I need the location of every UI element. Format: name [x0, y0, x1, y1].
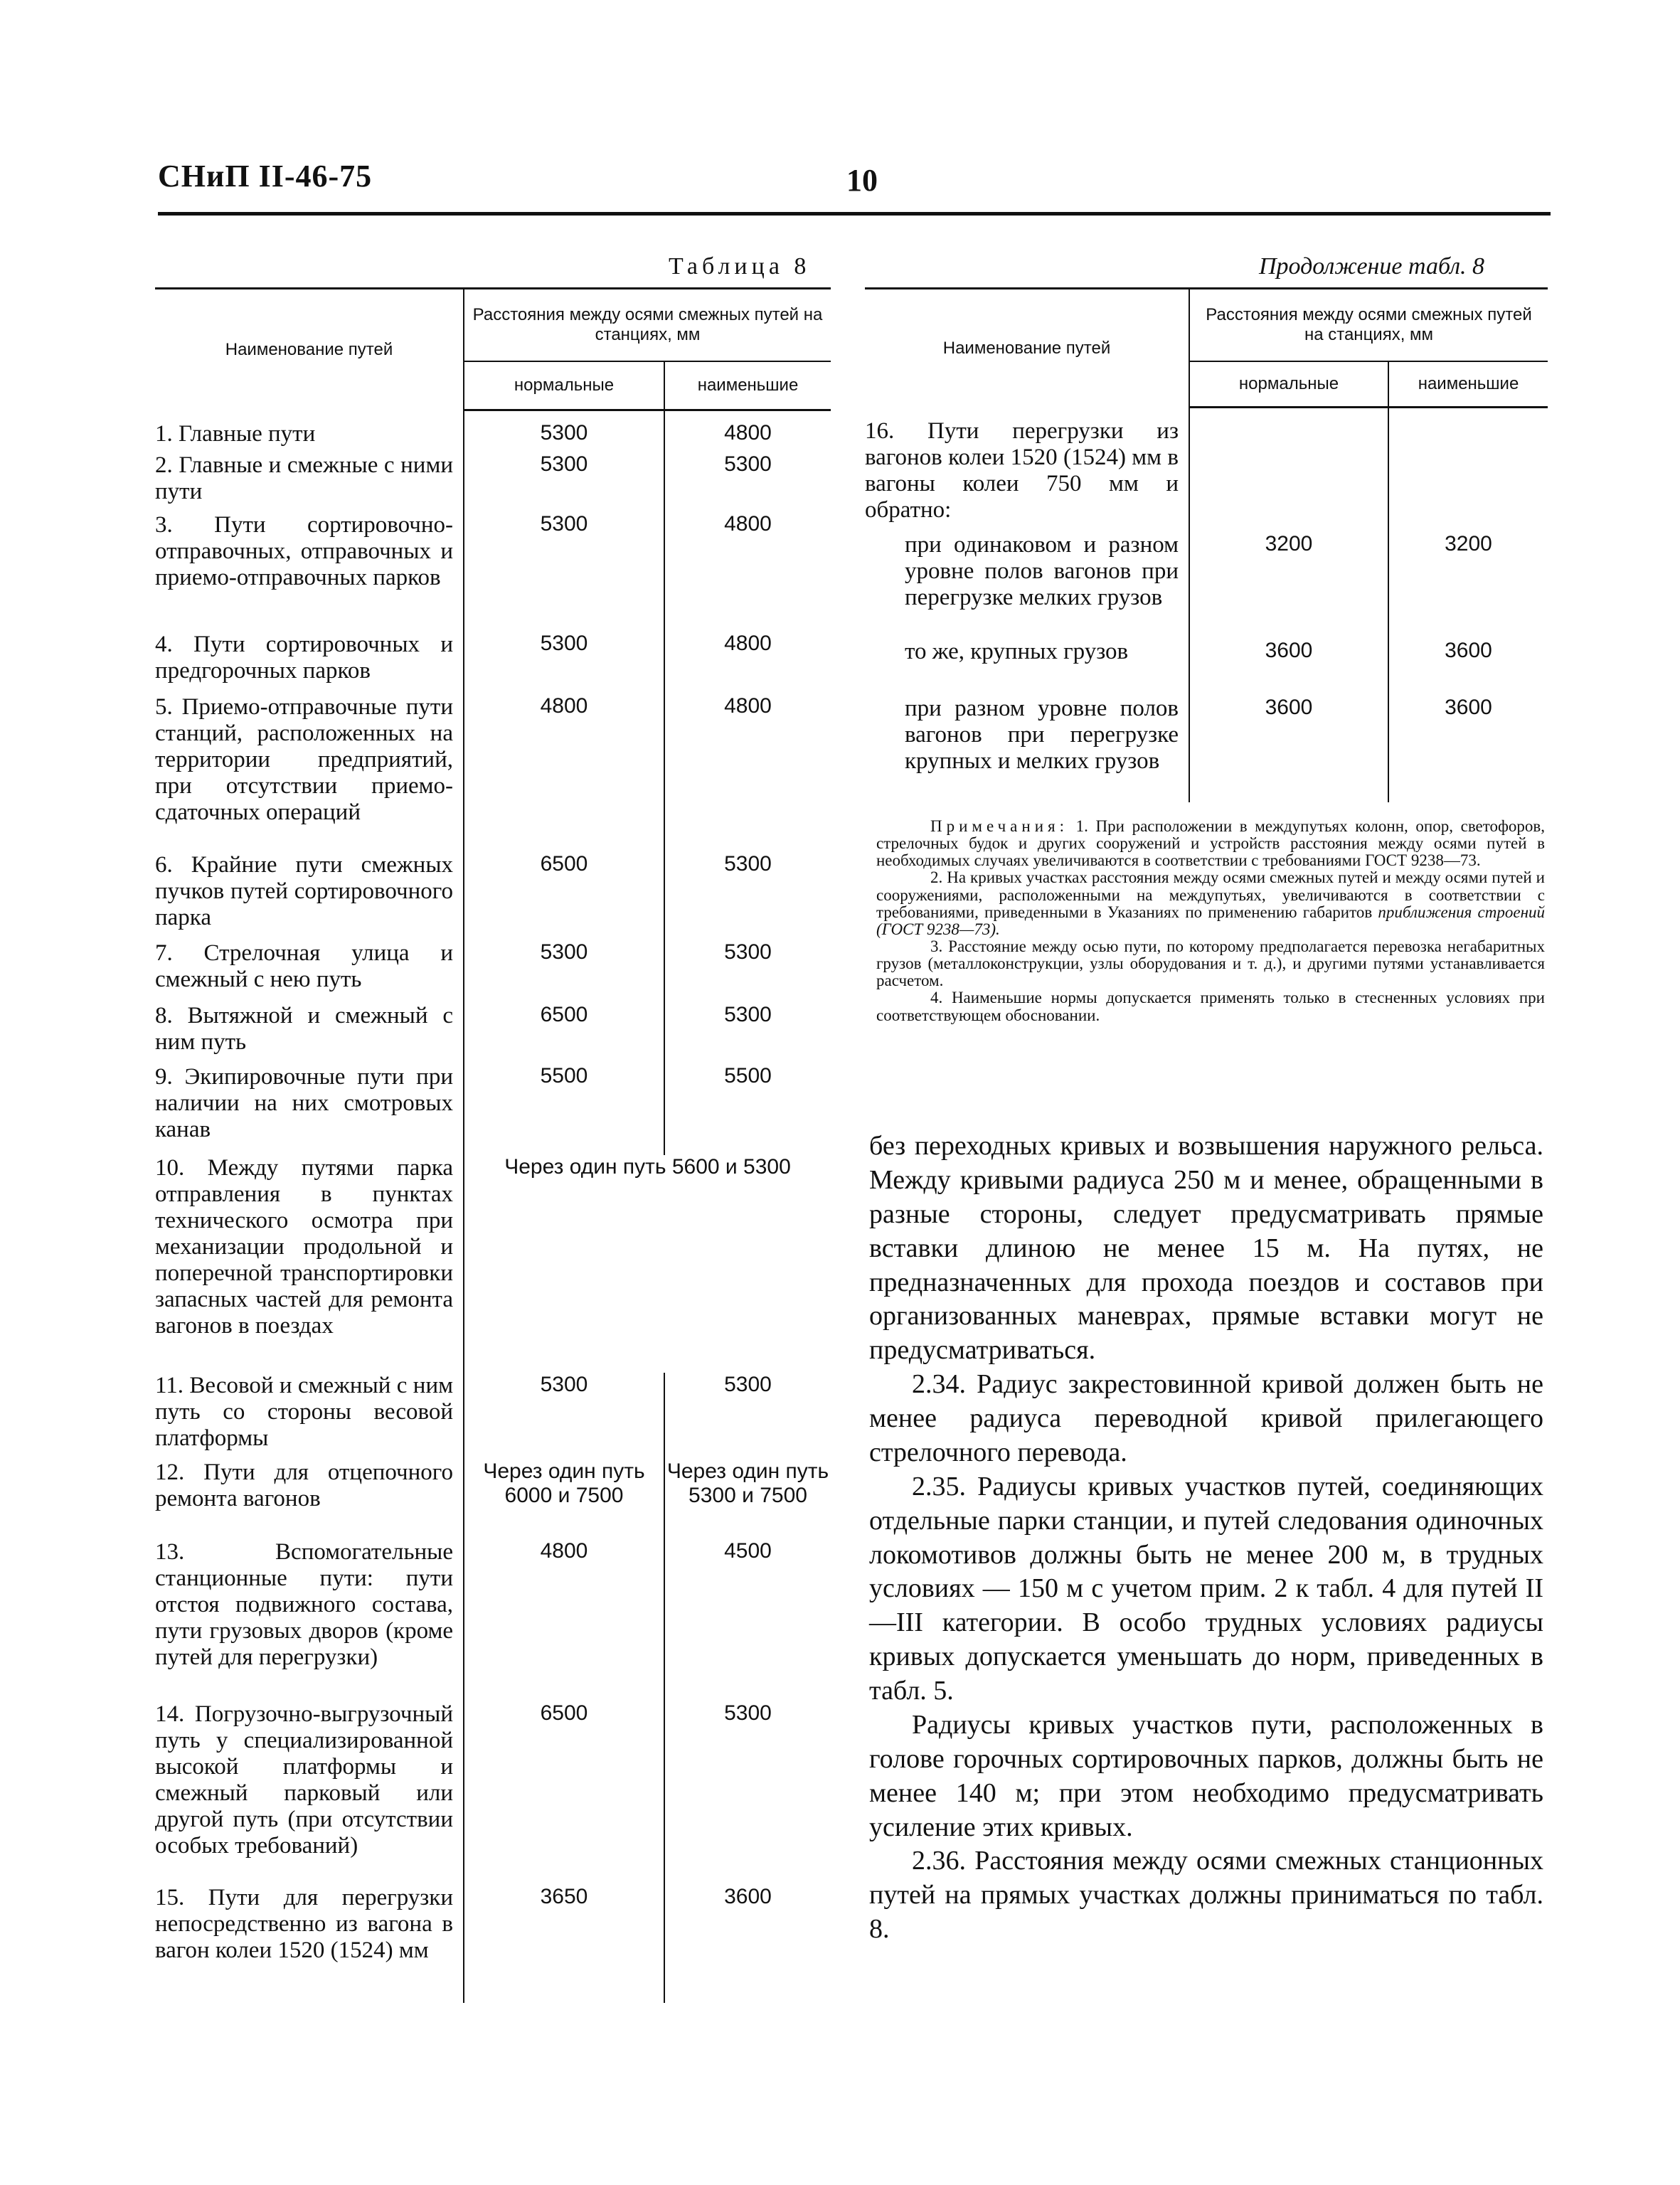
col-header-name: Наименование путей	[865, 289, 1189, 408]
normal-value: 3600	[1189, 696, 1388, 802]
row-name: 7. Стрелочная улица и смежный с нею путь	[155, 940, 453, 992]
row-name: 10. Между путями парка отправления в пунктах технического осмотра при механизации продольной и поперечной транспортировки запасных частей для ремонта вагонов в поездах	[155, 1155, 453, 1339]
normal-value: Через один путь 6000 и 7500	[464, 1460, 664, 1539]
row-name: 15. Пути для перегрузки непосредственно из вагона в вагон колеи 1520 (1524) мм	[155, 1885, 453, 1963]
min-value: 5300	[664, 1701, 831, 1885]
row-name: 4. Пути сортировочных и предгорочных парков	[155, 632, 453, 684]
normal-value: 5300	[464, 1373, 664, 1460]
distance-table	[155, 287, 831, 2003]
row-name: 8. Вытяжной и смежный с ним путь	[155, 1003, 453, 1055]
col-header-group: Расстояния между осями смежных путей на станциях, мм	[1189, 289, 1548, 362]
note-3: 3. Расстояние между осью пути, по которому предполагается перевозка негабаритных грузов (металлоконструкции, узлы оборудования и т. д.), и другими путями устанавливается расчетом.	[876, 937, 1545, 990]
min-value: 3200	[1388, 532, 1548, 639]
note-4: 4. Наименьшие нормы допускается применять только в стесненных условиях при соответствующем обосновании.	[876, 989, 1545, 1024]
body-text	[869, 1129, 1543, 1947]
normal-value: 5300	[464, 452, 664, 512]
normal-value: 3200	[1189, 532, 1388, 639]
notes-label: Примечания:	[930, 817, 1068, 835]
row-name: 13. Вспомогательные станционные пути: пути отстоя подвижного состава, пути грузовых дворов (кроме путей для перегрузки)	[155, 1539, 453, 1670]
row-name: при одинаковом и разном уровне полов вагонов при перегрузке мелких грузов	[905, 532, 1179, 610]
table-notes	[876, 818, 1545, 1024]
normal-value: 5300	[464, 940, 664, 1003]
min-value: Через один путь 5300 и 7500	[664, 1460, 831, 1539]
row-name: 6. Крайние пути смежных пучков путей сортировочного парка	[155, 852, 453, 930]
col-header-group: Расстояния между осями смежных путей на станциях, мм	[464, 289, 831, 362]
normal-value: 3650	[464, 1885, 664, 2003]
min-value: 3600	[1388, 696, 1548, 802]
normal-value: 5300	[464, 632, 664, 694]
min-value: 4800	[664, 694, 831, 852]
normal-value: 4800	[464, 1539, 664, 1701]
row-name: 9. Экипировочные пути при наличии на них смотровых канав	[155, 1064, 453, 1142]
min-value: 3600	[1388, 639, 1548, 696]
document-code: СНиП II-46-75	[158, 159, 373, 193]
normal-value: 6500	[464, 1701, 664, 1885]
row-name: 12. Пути для отцепочного ремонта вагонов	[155, 1460, 453, 1511]
row-name: 2. Главные и смежные с ними пути	[155, 452, 453, 504]
normal-value: 6500	[464, 1003, 664, 1064]
row-name: при разном уровне полов вагонов при перегрузке крупных и мелких грузов	[905, 696, 1179, 774]
min-value: 5500	[664, 1064, 831, 1155]
min-value: 3600	[664, 1885, 831, 2003]
normal-value: 6500	[464, 852, 664, 940]
min-value: 5300	[664, 1003, 831, 1064]
row-name: 14. Погрузочно-выгрузочный путь у специализированной высокой платформы и смежный парковый или другой путь (при отсутствии особых требований)	[155, 1701, 453, 1859]
note-1: 1. При расположении в междупутьях колонн, опор, светофоров, стрелочных будок и других сооружений и устройств расстояния между осями путей в необходимых случаях увеличиваются в соответствии с требованиями ГОСТ 9238—73.	[876, 817, 1546, 870]
table-caption: Таблица 8	[669, 253, 811, 280]
paragraph-2-34: 2.34. Радиус закрестовинной кривой должен быть не менее радиуса переводной кривой прилегающего стрелочного перевода.	[869, 1369, 1543, 1467]
min-value: 5300	[664, 1373, 831, 1460]
col-header-normal: нормальные	[464, 361, 664, 410]
normal-value: 3600	[1189, 639, 1388, 696]
normal-value: 5500	[464, 1064, 664, 1155]
paragraph: Радиусы кривых участков пути, расположенных в голове горочных сортировочных парков, должны быть не менее 140 м; при этом необходимо предусматривать усиление этих кривых.	[869, 1709, 1543, 1842]
col-header-normal: нормальные	[1189, 361, 1388, 408]
normal-value: 4800	[464, 694, 664, 852]
row-name: 11. Весовой и смежный с ним путь со стороны весовой платформы	[155, 1373, 453, 1451]
paragraph-2-36: 2.36. Расстояния между осями смежных станционных путей на прямых участках должны приниматься по табл. 8.	[869, 1846, 1543, 1945]
row-name: 5. Приемо-отправочные пути станций, расположенных на территории предприятий, при отсутствии приемо-сдаточных операций	[155, 694, 453, 825]
spanning-value: Через один путь 5600 и 5300	[464, 1155, 831, 1373]
normal-value: 5300	[464, 421, 664, 452]
distance-table-continuation	[865, 287, 1548, 802]
note-2: 2. На кривых участках расстояния между осями смежных путей и между осями путей и сооружениями, расположенными на междупутьях, увеличиваются в соответствии с требованиями, приведенными в Указаниях по применению габаритов	[876, 868, 1545, 921]
page-number: 10	[846, 163, 878, 198]
note-2-reference: приближения строений (ГОСТ 9238—73).	[876, 903, 1545, 938]
paragraph-2-35: 2.35. Радиусы кривых участков путей, соединяющих отдельные парки станции, и путей следования одиночных локомотивов должны быть не менее 200 м, в трудных условиях — 150 м с учетом прим. 2 к табл. 4 для путей II—III категории. В особо трудных условиях радиусы кривых допускается уменьшать до норм, приведенных в табл. 5.	[869, 1471, 1543, 1706]
row-name: 1. Главные пути	[155, 421, 316, 447]
row-name: 3. Пути сортировочно-отправочных, отправочных и приемо-отправочных парков	[155, 512, 453, 590]
col-header-min: наименьшие	[664, 361, 831, 410]
min-value: 4800	[664, 632, 831, 694]
row-title: 16. Пути перегрузки из вагонов колеи 1520 (1524) мм в вагоны колеи 750 мм и обратно:	[865, 418, 1179, 523]
table-continuation-caption: Продолжение табл. 8	[1259, 253, 1485, 280]
min-value: 4800	[664, 512, 831, 632]
row-name: то же, крупных грузов	[905, 639, 1129, 664]
header-rule	[158, 212, 1551, 216]
col-header-min: наименьшие	[1388, 361, 1548, 408]
min-value: 4500	[664, 1539, 831, 1701]
min-value: 5300	[664, 452, 831, 512]
min-value: 5300	[664, 852, 831, 940]
paragraph: без переходных кривых и возвышения наружного рельса. Между кривыми радиуса 250 м и менее, обращенными в разные стороны, следует предусматривать прямые вставки длиною не менее 15 м. На путях, не предназначенных для прохода поездов и составов при организованных маневрах, прямые вставки могут не предусматриваться.	[869, 1131, 1543, 1366]
min-value: 5300	[664, 940, 831, 1003]
min-value: 4800	[664, 421, 831, 452]
normal-value: 5300	[464, 512, 664, 632]
col-header-name: Наименование путей	[155, 289, 464, 410]
